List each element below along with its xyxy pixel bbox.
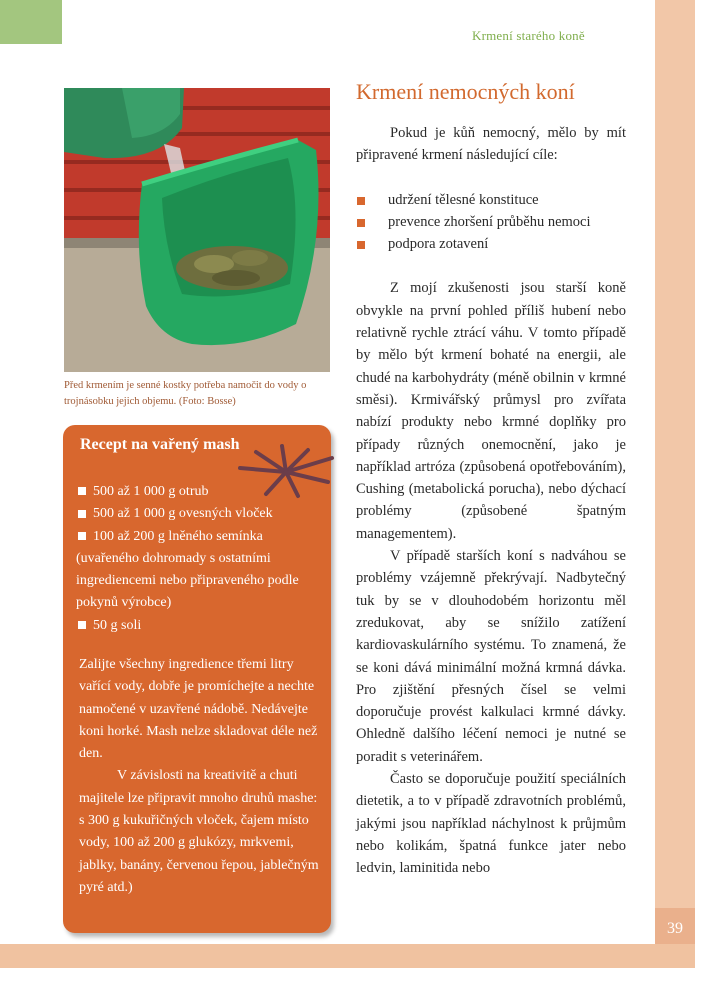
recipe-ingredient: 100 až 200 g lněného semínka	[76, 526, 326, 548]
bullet-square-icon	[78, 621, 86, 629]
article-paragraph: V případě starších koní s nadváhou se problémy vzájemně překrývají. Nadbytečný tuk by se v dlouhodobém horizontu měl zredukovat, aby se snížilo zatížení kardiovaskulárního systému. To znamená, že se koni dává minimální možná krmná dávka. Pro zjištění přesných čísel se velmi doporučuje provést kalkulaci krmné dávky. Ohledně dalšího léčení nemoci je nutné se poradit s veterinářem.	[356, 548, 626, 765]
running-header: Krmení starého koně	[472, 28, 585, 43]
bullet-square-icon	[78, 532, 86, 540]
recipe-ingredient: 50 g soli	[76, 615, 326, 637]
bullet-square-icon	[357, 241, 365, 249]
recipe-ingredient-list	[76, 481, 326, 637]
goal-item: prevence zhoršení průběhu nemoci	[356, 211, 626, 233]
goal-list	[356, 189, 626, 256]
article-body	[356, 122, 626, 880]
bullet-square-icon	[357, 197, 365, 205]
article-heading: Krmení nemocných koní	[356, 79, 575, 104]
side-strip-decoration	[655, 0, 695, 968]
feeding-bucket-photo	[64, 88, 330, 372]
recipe-title: Recept na vařený mash	[80, 436, 240, 453]
recipe-paragraph: Zalijte všechny ingredience třemi litry vařící vody, dobře je promíchejte a nechte namočené v uzavřené nádobě. Nedávejte koni horké. Mash nelze skladovat déle než den.	[79, 657, 318, 762]
bullet-square-icon	[78, 487, 86, 495]
bullet-square-icon	[357, 219, 365, 227]
recipe-ingredient: 500 až 1 000 g ovesných vloček	[76, 503, 326, 525]
recipe-ingredient: 500 až 1 000 g otrub	[76, 481, 326, 503]
bullet-square-icon	[78, 510, 86, 518]
recipe-paragraph: V závislosti na kreativitě a chuti majitele lze připravit mnoho druhů mashe: s 300 g kukuřičných vloček, čajem místo vody, 100 až 200 g glukózy, mrkvemi, jablky, banány, červenou řepou, jablečným pyré atd.)	[79, 768, 319, 895]
goal-item: udržení tělesné konstituce	[356, 189, 626, 211]
article-paragraph: Z mojí zkušenosti jsou starší koně obvykle na první pohled příliš hubení nebo relativně rychle ztrácí váhu. V tomto případě by mělo být krmení bohaté na energii, ale chudé na karbohydráty (méně obilnin v krmné směsi). Krmivářský průmysl pro zvířata nabízí produkty nebo krmné doplňky pro případy různých onemocnění, jako je například artróza (způsobená opotřebováním), Cushing (metabolická porucha), nebo dýchací problémy (způsobené špatným managementem).	[356, 280, 626, 542]
article-paragraph: Často se doporučuje použití speciálních dietetik, a to v případě zdravotních problémů, jakými jsou například náchylnost k průjmům nebo kolikám, špatná funkce jater nebo ledvin, laminitida nebo	[356, 771, 626, 877]
goal-item: podpora zotavení	[356, 233, 626, 255]
green-corner-decoration	[0, 0, 62, 44]
recipe-box	[63, 425, 331, 933]
recipe-instructions	[79, 654, 319, 899]
recipe-ingredient-note: (uvařeného dohromady s ostatními ingrediencemi nebo připraveného podle pokynů výrobce)	[76, 550, 299, 611]
bottom-bar-decoration	[0, 944, 695, 968]
photo-caption: Před krmením je senné kostky potřeba namočit do vody o trojnásobku jejich objemu. (Foto: Bosse)	[64, 380, 307, 407]
article-intro: Pokud je kůň nemocný, mělo by mít připravené krmení následující cíle:	[356, 125, 626, 164]
page-number: 39	[667, 920, 683, 937]
star-doodle-icon	[236, 444, 336, 500]
